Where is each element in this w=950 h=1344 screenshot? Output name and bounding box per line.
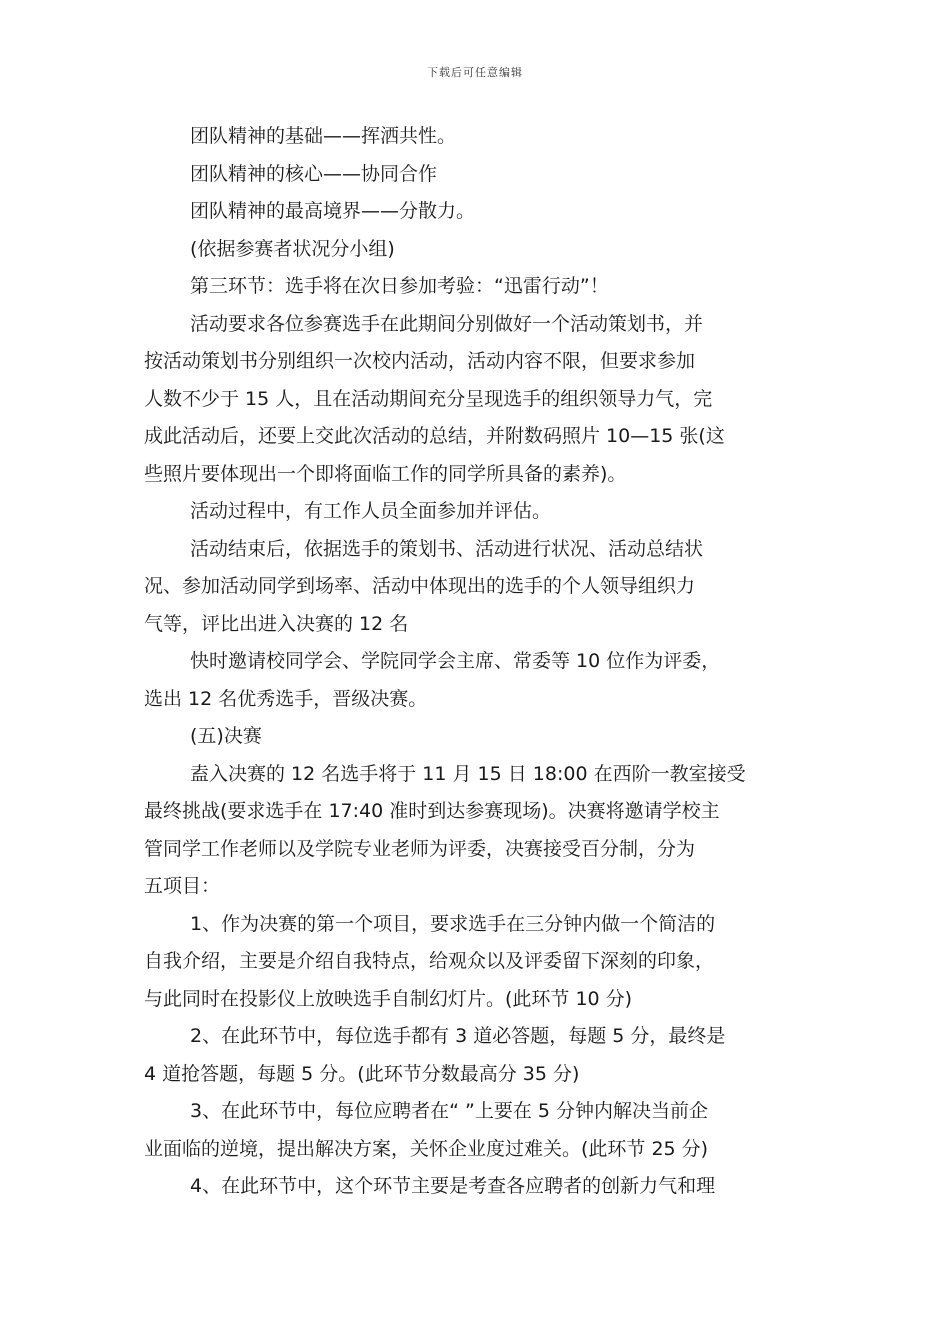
text-line: 与此同时在投影仪上放映选手自制幻灯片。(此环节 10 分) [144,987,633,1010]
text-line: 气等，评比出进入决赛的 12 名 [144,612,409,635]
page-header: 下载后可任意编辑 [427,66,523,79]
text-line: 4 道抢答题，每题 5 分。(此环节分数最高分 35 分) [144,1062,580,1085]
text-line: 团队精神的最高境界——分散力。 [190,200,476,222]
text-line: 1、作为决赛的第一个项目，要求选手在三分钟内做一个简洁的 [190,912,716,935]
text-line: 盍入决赛的 12 名选手将于 11 月 15 日 18:00 在西阶一教室接受 [190,762,746,785]
text-line: 4、在此环节中，这个环节主要是考查各应聘者的创新力气和理 [190,1175,716,1197]
text-line: (依据参赛者状况分小组) [190,237,395,260]
text-line: 况、参加活动同学到场率、活动中体现出的选手的个人领导组织力 [144,575,696,597]
text-line: 管同学工作老师以及学院专业老师为评委，决赛接受百分制，分为 [144,837,696,860]
text-line: 活动要求各位参赛选手在此期间分别做好一个活动策划书，并 [190,312,704,335]
text-line: 第三环节：选手将在次日参加考验：“迅雷行动”！ [190,275,609,297]
text-line: 业面临的逆境，提出解决方案，关怀企业度过难关。(此环节 25 分) [144,1137,709,1160]
text-line: 选出 12 名优秀选手，晋级决赛。 [144,687,428,710]
text-line: 些照片要体现出一个即将面临工作的同学所具备的素养)。 [144,462,627,485]
text-line: 快时邀请校同学会、学院同学会主席、常委等 10 位作为评委， [190,650,721,672]
text-line: 团队精神的核心——协同合作 [190,162,438,185]
text-line: 活动结束后，依据选手的策划书、活动进行状况、活动总结状 [190,537,704,560]
text-line: 人数不少于 15 人，且在活动期间充分呈现选手的组织领导力气，完 [144,387,713,410]
text-line: 按活动策划书分别组织一次校内活动，活动内容不限，但要求参加 [144,350,696,372]
text-line: 3、在此环节中，每位应聘者在“ ”上要在 5 分钟内解决当前企 [190,1100,708,1122]
text-line: 最终挑战(要求选手在 17:40 准时到达参赛现场)。决赛将邀请学校主 [144,800,720,822]
document-body [144,118,814,1206]
text-line: 活动过程中，有工作人员全面参加并评估。 [190,500,552,522]
text-line: 成此活动后，还要上交此次活动的总结，并附数码照片 10—15 张(这 [144,425,725,447]
text-line: 自我介绍，主要是介绍自我特点，给观众以及评委留下深刻的印象， [144,950,715,972]
text-line: 五项目： [144,875,221,897]
text-line: 2、在此环节中，每位选手都有 3 道必答题，每题 5 分，最终是 [190,1025,726,1047]
text-line: 团队精神的基础——挥洒共性。 [190,125,457,147]
text-line: (五)决赛 [190,725,262,747]
